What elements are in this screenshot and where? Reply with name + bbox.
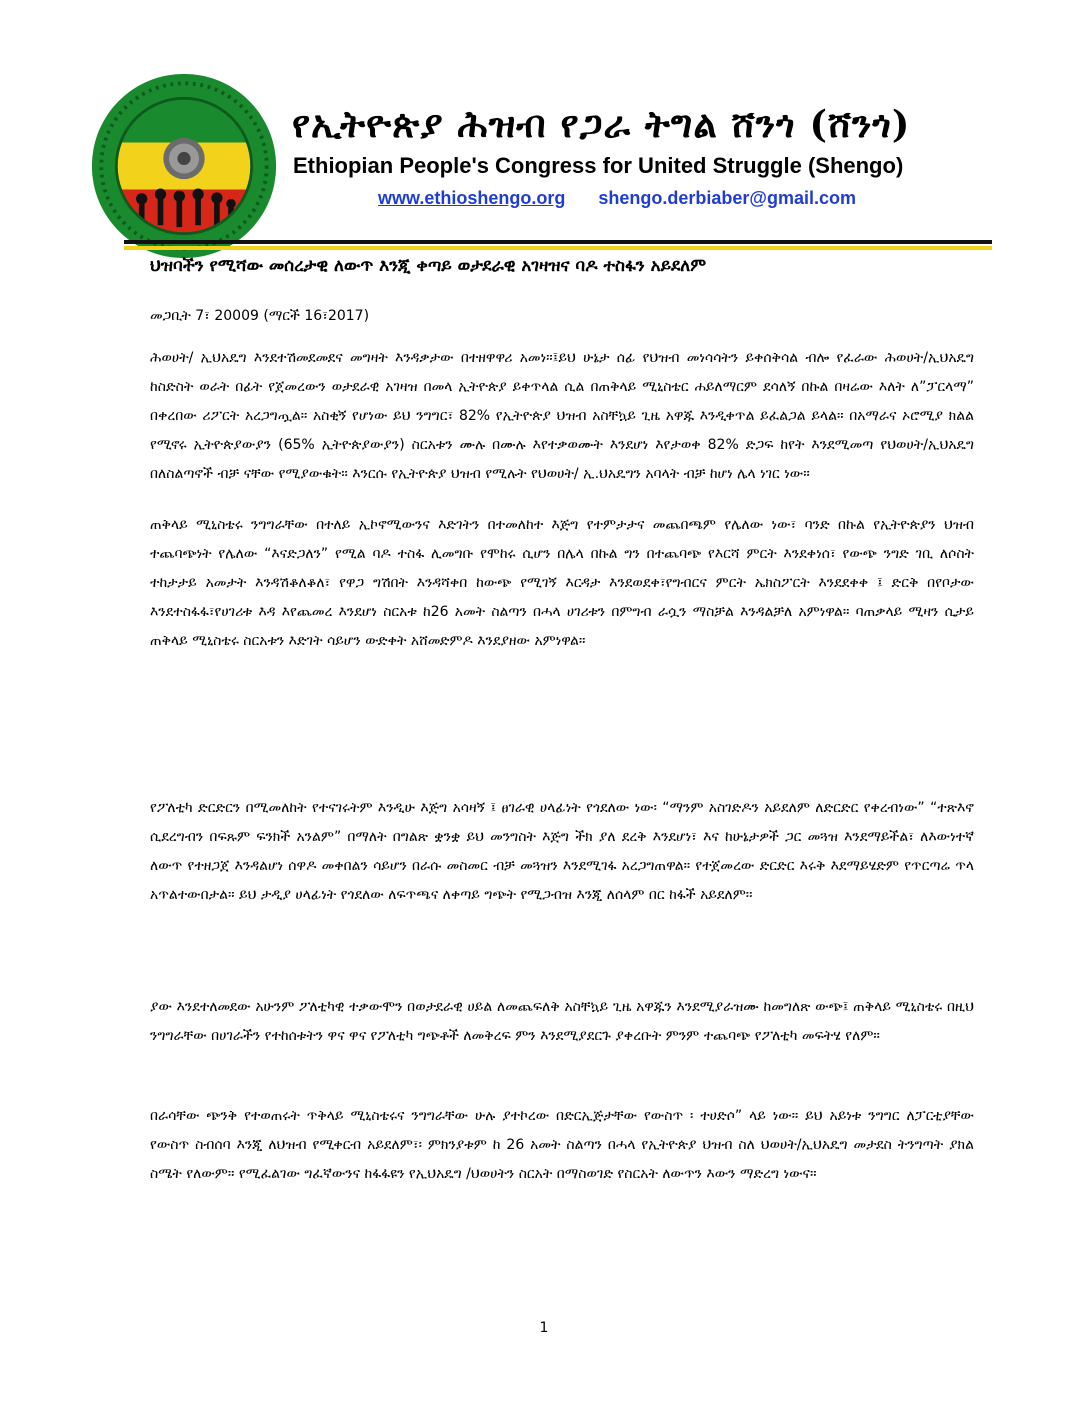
website-link[interactable]: www.ethioshengo.org bbox=[378, 188, 566, 208]
contact-line bbox=[378, 188, 856, 209]
organization-title-amharic: የኢትዮጵያ ሕዝብ የጋራ ትግል ሸንጎ (ሸንጎ) bbox=[292, 102, 911, 146]
press-release-date: መጋቢት 7፣ 20009 (ማርች 16፣2017) bbox=[150, 308, 370, 324]
body-paragraph: ሕወሀት/ ኢህአዴግ እንደተሽመደመደና መግዛት እንዳቃታው በተዘዋዋሪ አመነ።፤ይህ ሁኔታ ሰፊ የህዝብ መነሳሳትን ይቀሰቅሳል ብሎ የፈራው ሕወሀት/ኢህአዴግ ከስድስት ወራት በፊት የጀመረውን ወታደራዊ አገዛዝ በመላ ኢትዮጵያ ይቀጥላል ሲል በጠቅላይ ሚኒስቴር ሐይለማርም ደሳለኝ በኩል በዛሬው እለት ለ”ፓርላማ” በቀረበው ሪፖርት አረጋግጧል። አስቂኝ የሆነው ይህ ንግግር፣ 82% የኢትዮጵያ ህዝብ አስቸኳይ ጊዜ አዋጁ እንዲቀጥል ይፈልጋል ይላል። በአማራና ኦሮሚያ ክልል የሚኖሩ ኢትዮጵያውያን (65% ኢትዮጵያውያን) ስርአቱን ሙሉ በሙሉ እየተቃወሙት እንደሆነ እየታወቀ 82% ድጋፍ ከየት እንደሚመጣ የህወሀት/ኢህአዴግ በለስልጣኖች ብቻ ናቸው የሚያውቁት፡፡ እንርሱ የኢትዮጵያ ህዝብ የሚሉት የህወሀት/ ኢ.ህአዴግን አባላት ብቻ ከሆነ ሌላ ነገር ነው። bbox=[150, 350, 974, 482]
body-paragraph: ጠቅላይ ሚኒስቴሩ ንግግራቸው በተለይ ኢኮኖሚውንና እድገትን በተመለከተ እጅግ የተምታታና መጨበጫም የሌለው ነው፣ ባንድ በኩል የኢትዮጵያን ህዝብ ተጨባጭነት የሌለው “እናድጋለን” የሚል ባዶ ተስፋ ሊመግቡ የሞከሩ ሲሆን በሌላ በኩል ግን በተጨባጭ የእርሻ ምርት እንደቀነሰ፣ የውጭ ንግድ ገቢ ለሶስት ተከታታይ አመታት እንዳሽቆለቆለ፣ የዋጋ ግሽበት እንዳሻቀበ ከውጭ የሚገኝ እርዳታ እንደወደቀ፣የግብርና ምርት ኤክስፖርት እንደደቀቀ ፤ ድርቅ በየቦታው እንደተስፋፋ፣የሀገሪቱ እዳ እየጨመረ እንደሆነ ስርአቱ ከ26 አመት ስልጣን በሓላ ሀገሪቱን በምግብ ራሷን ማስቻል እንዳልቻለ አምነዋል። ባጠቃላይ ሚዛን ሲታይ ጠቅላይ ሚኒስቴሩ ስርአቱን እድገት ሳይሆን ውድቀት አሸመድምዶ እንደያዘው አምነዋል። bbox=[150, 517, 974, 649]
page-number: 1 bbox=[539, 1320, 549, 1336]
press-release-headline: ህዝባችን የሚሻው መሰረታዊ ለውጥ እንጂ ቀጣይ ወታደራዊ አገዛዝና ባዶ ተስፋን አይደለም bbox=[150, 256, 707, 276]
header-divider-black bbox=[124, 240, 992, 244]
header-divider-yellow bbox=[124, 246, 992, 250]
body-paragraph: የፖለቲካ ድርድርን በሚመለከት የተናገሩትም እንዲሁ እጅግ አሳዛኝ ፤ ፀገራዊ ሀላፊነት የጎደለው ነው፡ “ማንም አስገድዶን አይደለም ለድርድር የቀረብነው” “ተጽእኖ ሲደረግብን በፍጹም ፍንክች አንልም” በማለት በግልጽ ቋንቋ ይህ መንግስት እጅግ ችክ ያለ ደረቅ እንደሆነ፣ እና ከሁኔታዎች ጋር መጓዝ እንደማይችል፣ ለእውነተኛ ለውጥ የተዘጋጀ እንዳልሆነ ሰዋዶ መቀበልን ሳይሆን በራሱ መስመር ብቻ መጓዝን እንደሚገፋ አረጋግጠዋል። የተጀመረው ድርድር እሩቅ እደማይሄድም የጥርጣሬ ጥላ አጥልተውበታል። ይህ ታዲያ ሀላፊነት የጎደለው ለፍጥጫና ለቀጣይ ግጭት የሚጋብዝ እንጂ ለሰላም በር ከፋች አይደለም፡፡ bbox=[150, 800, 974, 903]
email-link[interactable]: shengo.derbiaber@gmail.com bbox=[598, 188, 856, 208]
body-paragraph: ያው እንደተለመደው አሁንም ፖለቲካዊ ተቃውሞን በወታደራዊ ሀይል ለመጨፍለቅ አስቸኳይ ጊዜ አዋጁን እንደሚያራዝሙ ከመግለጽ ውጭ፤ ጠቅላይ ሚኒስቴሩ በዚህ ንግግራቸው በሀገራችን የተከሰቱትን ዋና ዋና የፖለቲካ ግጭቶች ለመቅረፍ ምን እንደሚያደርጉ ያቀረቡት ምንም ተጨባጭ የፖለቲካ መፍትሄ የለም። bbox=[150, 999, 974, 1044]
shengo-emblem-icon bbox=[90, 72, 278, 260]
body-paragraph: በራሳቸው ጭንቅ የተወጠሩት ጥቅላይ ሚኒስቴሩና ንግግራቸው ሁሉ ያተኮረው በድርኢጅታቸው የውስጥ ፡ ተሀድሶ” ላይ ነው። ይህ አይነቱ ንግግር ለፓርቲያቸው የውስጥ ስብሰባ እንጂ ለህዝብ የሚቀርብ አይደለም፣፡ ምክንያቱም ከ 26 አመት ስልጣን በሓላ የኢትዮጵያ ህዝብ ስለ ህወሀት/ኢህአዴግ መታደስ ትንግጣት ያክል ስሜት የለውም። የሚፈልገው ግፈኛውንና ከፋፋዩን የኢህአዴግ /ህወሀትን ስርአት በማስወገድ የስርአት ለውጥን እውን ማድረግ ነውና። bbox=[150, 1108, 974, 1182]
organization-title-english: Ethiopian People's Congress for United Struggle (Shengo) bbox=[293, 153, 904, 178]
